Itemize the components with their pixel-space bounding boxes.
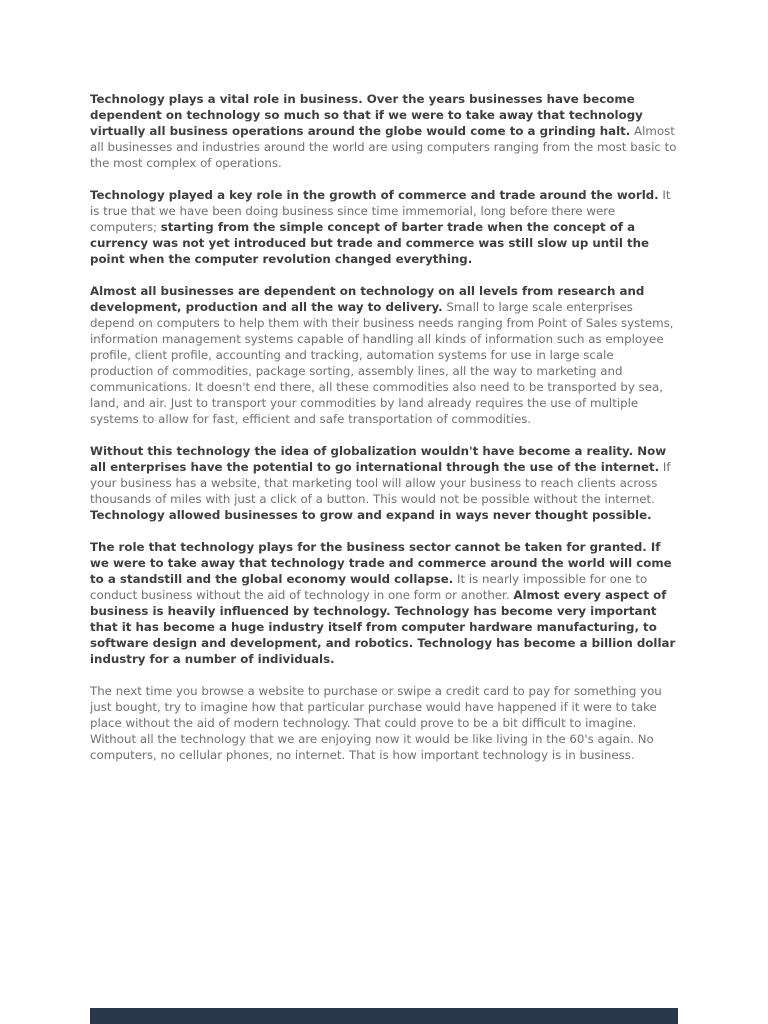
document-content bbox=[90, 91, 678, 779]
paragraph-1 bbox=[90, 91, 678, 171]
paragraph-2-bold-tail: starting from the simple concept of barter trade when the concept of a currency was not yet introduced but trade and commerce was still slow up until the point when the computer revolution changed everything. bbox=[90, 220, 650, 266]
paragraph-4-body-text: If your business has a website, that marketing tool will allow your business to reach clients across thousands of miles with just a click of a button. This would not be possible without the internet. bbox=[90, 460, 671, 506]
paragraph-3 bbox=[90, 283, 678, 427]
paragraph-5-body-text: It is nearly impossible for one to conduct business without the aid of technology in one form or another. bbox=[90, 572, 648, 602]
paragraph-5 bbox=[90, 539, 678, 667]
paragraph-1-bold-lead: Technology plays a vital role in business. Over the years businesses have become dependent on technology so much so that if we were to take away that technology virtually all business operations around the globe would come to a grinding halt. bbox=[90, 92, 643, 138]
paragraph-2 bbox=[90, 187, 678, 267]
paragraph-4 bbox=[90, 443, 678, 523]
paragraph-3-bold-lead: Almost all businesses are dependent on technology on all levels from research and development, production and all the way to delivery. bbox=[90, 284, 645, 314]
paragraph-6 bbox=[90, 683, 678, 763]
paragraph-2-bold-lead: Technology played a key role in the growth of commerce and trade around the world. bbox=[90, 188, 659, 202]
paragraph-1-body-text: Almost all businesses and industries around the world are using computers ranging from the most basic to the most complex of operations. bbox=[90, 124, 677, 170]
paragraph-4-bold-tail: Technology allowed businesses to grow and expand in ways never thought possible. bbox=[90, 508, 652, 522]
paragraph-2-body-text: It is true that we have been doing business since time immemorial, long before there were computers; bbox=[90, 188, 671, 234]
paragraph-5-bold-lead: The role that technology plays for the business sector cannot be taken for granted. If we were to take away that technology trade and commerce around the world will come to a standstill and the global economy would collapse. bbox=[90, 540, 672, 586]
paragraph-3-body-text: Small to large scale enterprises depend on computers to help them with their business needs ranging from Point of Sales systems, information management systems capable of handling all kinds of information such as employee profile, client profile, accounting and tracking, automation systems for use in large scale production of commodities, package sorting, assembly lines, all the way to marketing and communications. It doesn't end there, all these commodities also need to be transported by sea, land, and air. Just to transport your commodities by land already requires the use of multiple systems to allow for fast, efficient and safe transportation of commodities. bbox=[90, 300, 674, 426]
paragraph-6-body-text: The next time you browse a website to purchase or swipe a credit card to pay for something you just bought, try to imagine how that particular purchase would have happened if it were to take place without the aid of modern technology. That could prove to be a bit difficult to imagine. Without all the technology that we are enjoying now it would be like living in the 60's again. No computers, no cellular phones, no internet. That is how important technology is in business. bbox=[90, 684, 662, 762]
paragraph-5-bold-tail: Almost every aspect of business is heavily influenced by technology. Technology has become very important that it has become a huge industry itself from computer hardware manufacturing, to software design and development, and robotics. Technology has become a billion dollar industry for a number of individuals. bbox=[90, 588, 676, 666]
footer-bar bbox=[90, 1008, 678, 1024]
paragraph-4-bold-lead: Without this technology the idea of globalization wouldn't have become a reality. Now all enterprises have the potential to go international through the use of the internet. bbox=[90, 444, 667, 474]
